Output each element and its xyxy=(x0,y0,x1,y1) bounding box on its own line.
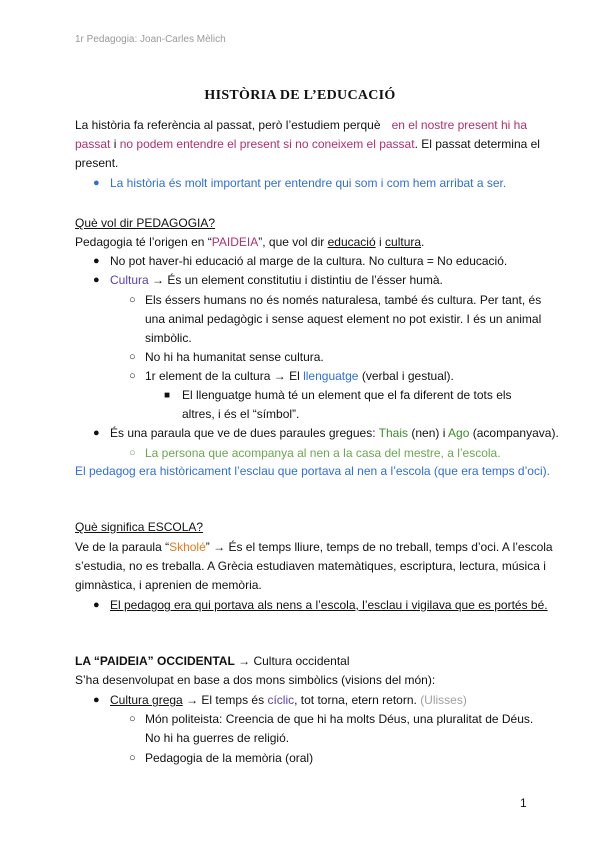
cultura-grega-term: Cultura grega xyxy=(110,693,183,707)
pedagogia-sub-1-line-2: una animal pedagògic i sense aquest element no pot existir. I és un animal xyxy=(145,312,542,326)
ulisses-term: (Ulisses) xyxy=(420,693,467,707)
llenguatge-term: llenguatge xyxy=(303,369,359,383)
escola-line-3: gimnàstica, i aprenien de memòria. xyxy=(75,578,262,592)
skhole-term: Skholé xyxy=(169,540,206,554)
paideia-sub-1-line-1: Món politeista: Creencia de que hi ha molts Déus, una pluralitat de Déus. xyxy=(145,712,534,726)
text: , tot torna, etern retorn. xyxy=(294,693,417,707)
escola-line-2: s’estudia, no es treballa. A Grècia estudiaven matemàtiques, escriptura, lectura, música i xyxy=(75,559,546,573)
bullet-circle-icon xyxy=(129,350,136,365)
paideia-line-1: S’ha desenvolupat en base a dos mons simbòlics (visions del món): xyxy=(75,673,436,687)
text: . xyxy=(421,235,425,249)
escola-bullet: El pedagog era qui portava als nens a l’escola, l’esclau i vigilava que es portés bé. xyxy=(110,598,548,612)
thais-term: Thais xyxy=(378,426,408,440)
text: El llenguatge humà té un element que el fa diferent de tots els xyxy=(182,388,512,402)
pedagogia-bullet-2 xyxy=(110,273,443,288)
page-number: 1 xyxy=(520,796,527,810)
section-heading-paideia xyxy=(75,654,350,669)
bullet-circle-icon xyxy=(129,712,136,727)
pedagogia-sub-1-line-1 xyxy=(145,293,542,308)
bullet-circle-icon xyxy=(129,446,136,461)
paideia-sub-1-line-2: No hi ha guerres de religió. xyxy=(145,731,290,745)
pedagogia-bullet-1: No pot haver-hi educació al marge de la cultura. No cultura = No educació. xyxy=(110,254,508,268)
ago-term: Ago xyxy=(448,426,470,440)
bullet-dot-icon xyxy=(93,693,100,708)
intro-highlight: en el nostre present hi ha xyxy=(391,118,527,132)
page-title: HISTÒRIA DE L’EDUCACIÓ xyxy=(204,88,396,103)
pedagogia-subsub-line-1 xyxy=(182,388,527,403)
pedagogia-bullet-3 xyxy=(110,426,559,441)
cultura-highlight: Cultura xyxy=(110,273,149,287)
text: (nen) i xyxy=(411,426,446,440)
ciclic-term: cíclic xyxy=(267,693,295,707)
bullet-square-icon xyxy=(164,388,170,403)
bullet-dot-icon xyxy=(93,426,100,441)
intro-line-3: present. xyxy=(75,156,119,170)
text: ” → És el temps lliure, temps de no treball, temps d’oci. A l’escola xyxy=(205,540,553,554)
educacio-term: educació xyxy=(327,235,376,249)
bullet-dot-icon xyxy=(93,176,100,191)
pedagogia-sub-4: La persona que acompanya al nen a la casa del mestre, a l’escola. xyxy=(145,446,501,460)
bullet-circle-icon xyxy=(129,751,136,766)
text: ”, que vol dir xyxy=(258,235,325,249)
text: 1r element de la cultura → El xyxy=(145,369,300,383)
text: → El temps és xyxy=(186,693,265,707)
pedagogia-closing: El pedagog era històricament l’esclau que portava al nen a l’escola (que era temps d’oci). xyxy=(75,464,550,478)
bullet-dot-icon xyxy=(93,273,100,288)
text: Ve de la paraula “ xyxy=(75,540,170,554)
escola-line-1 xyxy=(75,540,553,555)
section-heading-pedagogia: Què vol dir PEDAGOGIA? xyxy=(75,216,216,230)
text: Els éssers humans no és només naturalesa, també és cultura. Per tant, és xyxy=(145,293,542,307)
text: i xyxy=(379,235,382,249)
intro-line-2 xyxy=(75,137,540,152)
bullet-circle-icon xyxy=(129,293,136,308)
text: → És un element constitutiu i distintiu de l’ésser humà. xyxy=(152,273,443,287)
text: (verbal i gestual). xyxy=(361,369,454,383)
text: És una paraula que ve de dues paraules gregues: xyxy=(110,426,376,440)
paideia-term: PAIDEIA xyxy=(211,235,259,249)
intro-highlight: passat xyxy=(75,137,111,151)
intro-bullet: La història és molt important per entendre qui som i com hem arribat a ser. xyxy=(110,176,507,190)
paideia-heading-rest: → Cultura occidental xyxy=(238,654,350,668)
intro-text: . El passat determina el xyxy=(414,137,540,151)
bullet-dot-icon xyxy=(93,254,100,269)
pedagogia-sub-2: No hi ha humanitat sense cultura. xyxy=(145,350,324,364)
intro-text: La història fa referència al passat, però l’estudiem perquè xyxy=(75,118,381,132)
paideia-bullet-1 xyxy=(110,693,467,708)
text: Pedagogia té l’origen en “ xyxy=(75,235,212,249)
pedagogia-line-1 xyxy=(75,235,424,250)
cultura-term: cultura xyxy=(385,235,422,249)
text: (acompanyava). xyxy=(472,426,559,440)
page-header: 1r Pedagogia: Joan-Carles Mèlich xyxy=(75,34,226,45)
intro-highlight: no podem entendre el present si no coneixem el passat xyxy=(119,137,415,151)
intro-line-1 xyxy=(75,118,527,133)
paideia-heading-bold: LA “PAIDEIA” OCCIDENTAL xyxy=(75,654,235,668)
pedagogia-subsub-line-2: altres, i és el “símbol”. xyxy=(182,407,300,421)
paideia-sub-2: Pedagogia de la memòria (oral) xyxy=(145,751,314,765)
bullet-circle-icon xyxy=(129,369,136,384)
pedagogia-sub-1-line-3: simbòlic. xyxy=(145,331,192,345)
pedagogia-sub-3 xyxy=(145,369,454,384)
section-heading-escola: Què significa ESCOLA? xyxy=(75,520,204,534)
intro-text: i xyxy=(113,137,117,151)
bullet-dot-icon xyxy=(93,598,100,613)
